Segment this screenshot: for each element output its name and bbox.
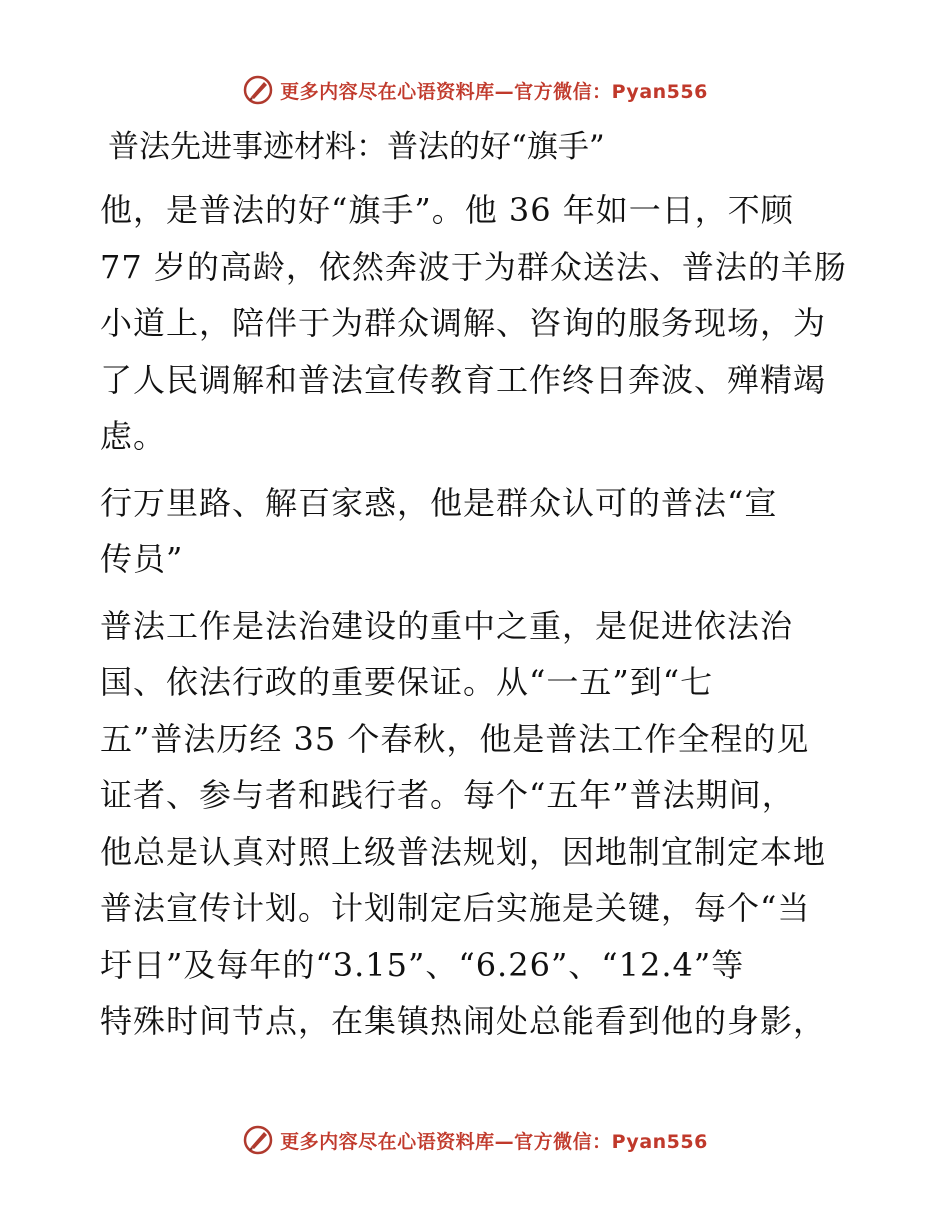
- paragraph-3: 普法工作是法治建设的重中之重，是促进依法治 国、依法行政的重要保证。从“一五”到“七 五”普法历经 35 个春秋，他是普法工作全程的见 证者、参与者和践行者。每个“五年”普法期间， 他总是认真对照上级普法规划，因地制宜制定本地 普法宣传计划。计划制定后实施是关键，每个“当 圩日”及每年的“3.15”、“6.26”、“12.4”等 特殊时间节点，在集镇热闹处总能看到他的身影，: [100, 606, 827, 1040]
- pen-logo-icon: [242, 1124, 274, 1156]
- header-watermark-text: 更多内容尽在心语资料库—官方微信：Pyan556: [280, 80, 708, 103]
- header-watermark-banner: [0, 70, 950, 110]
- footer-watermark-banner: [0, 1120, 950, 1160]
- pen-logo-icon: [242, 74, 274, 106]
- document-title: 普法先进事迹材料：普法的好“旗手”: [108, 129, 605, 165]
- footer-watermark-text: 更多内容尽在心语资料库—官方微信：Pyan556: [280, 1130, 708, 1153]
- document-body: [100, 118, 860, 1060]
- paragraph-1: 他，是普法的好“旗手”。他 36 年如一日，不顾 77 岁的高龄，依然奔波于为群众送法、普法的羊肠 小道上，陪伴于为群众调解、咨询的服务现场，为 了人民调解和普法宣传教育工作终日奔波、殚精竭 虑。: [100, 191, 847, 455]
- paragraph-2: 行万里路、解百家惑，他是群众认可的普法“宣 传员”: [100, 483, 778, 578]
